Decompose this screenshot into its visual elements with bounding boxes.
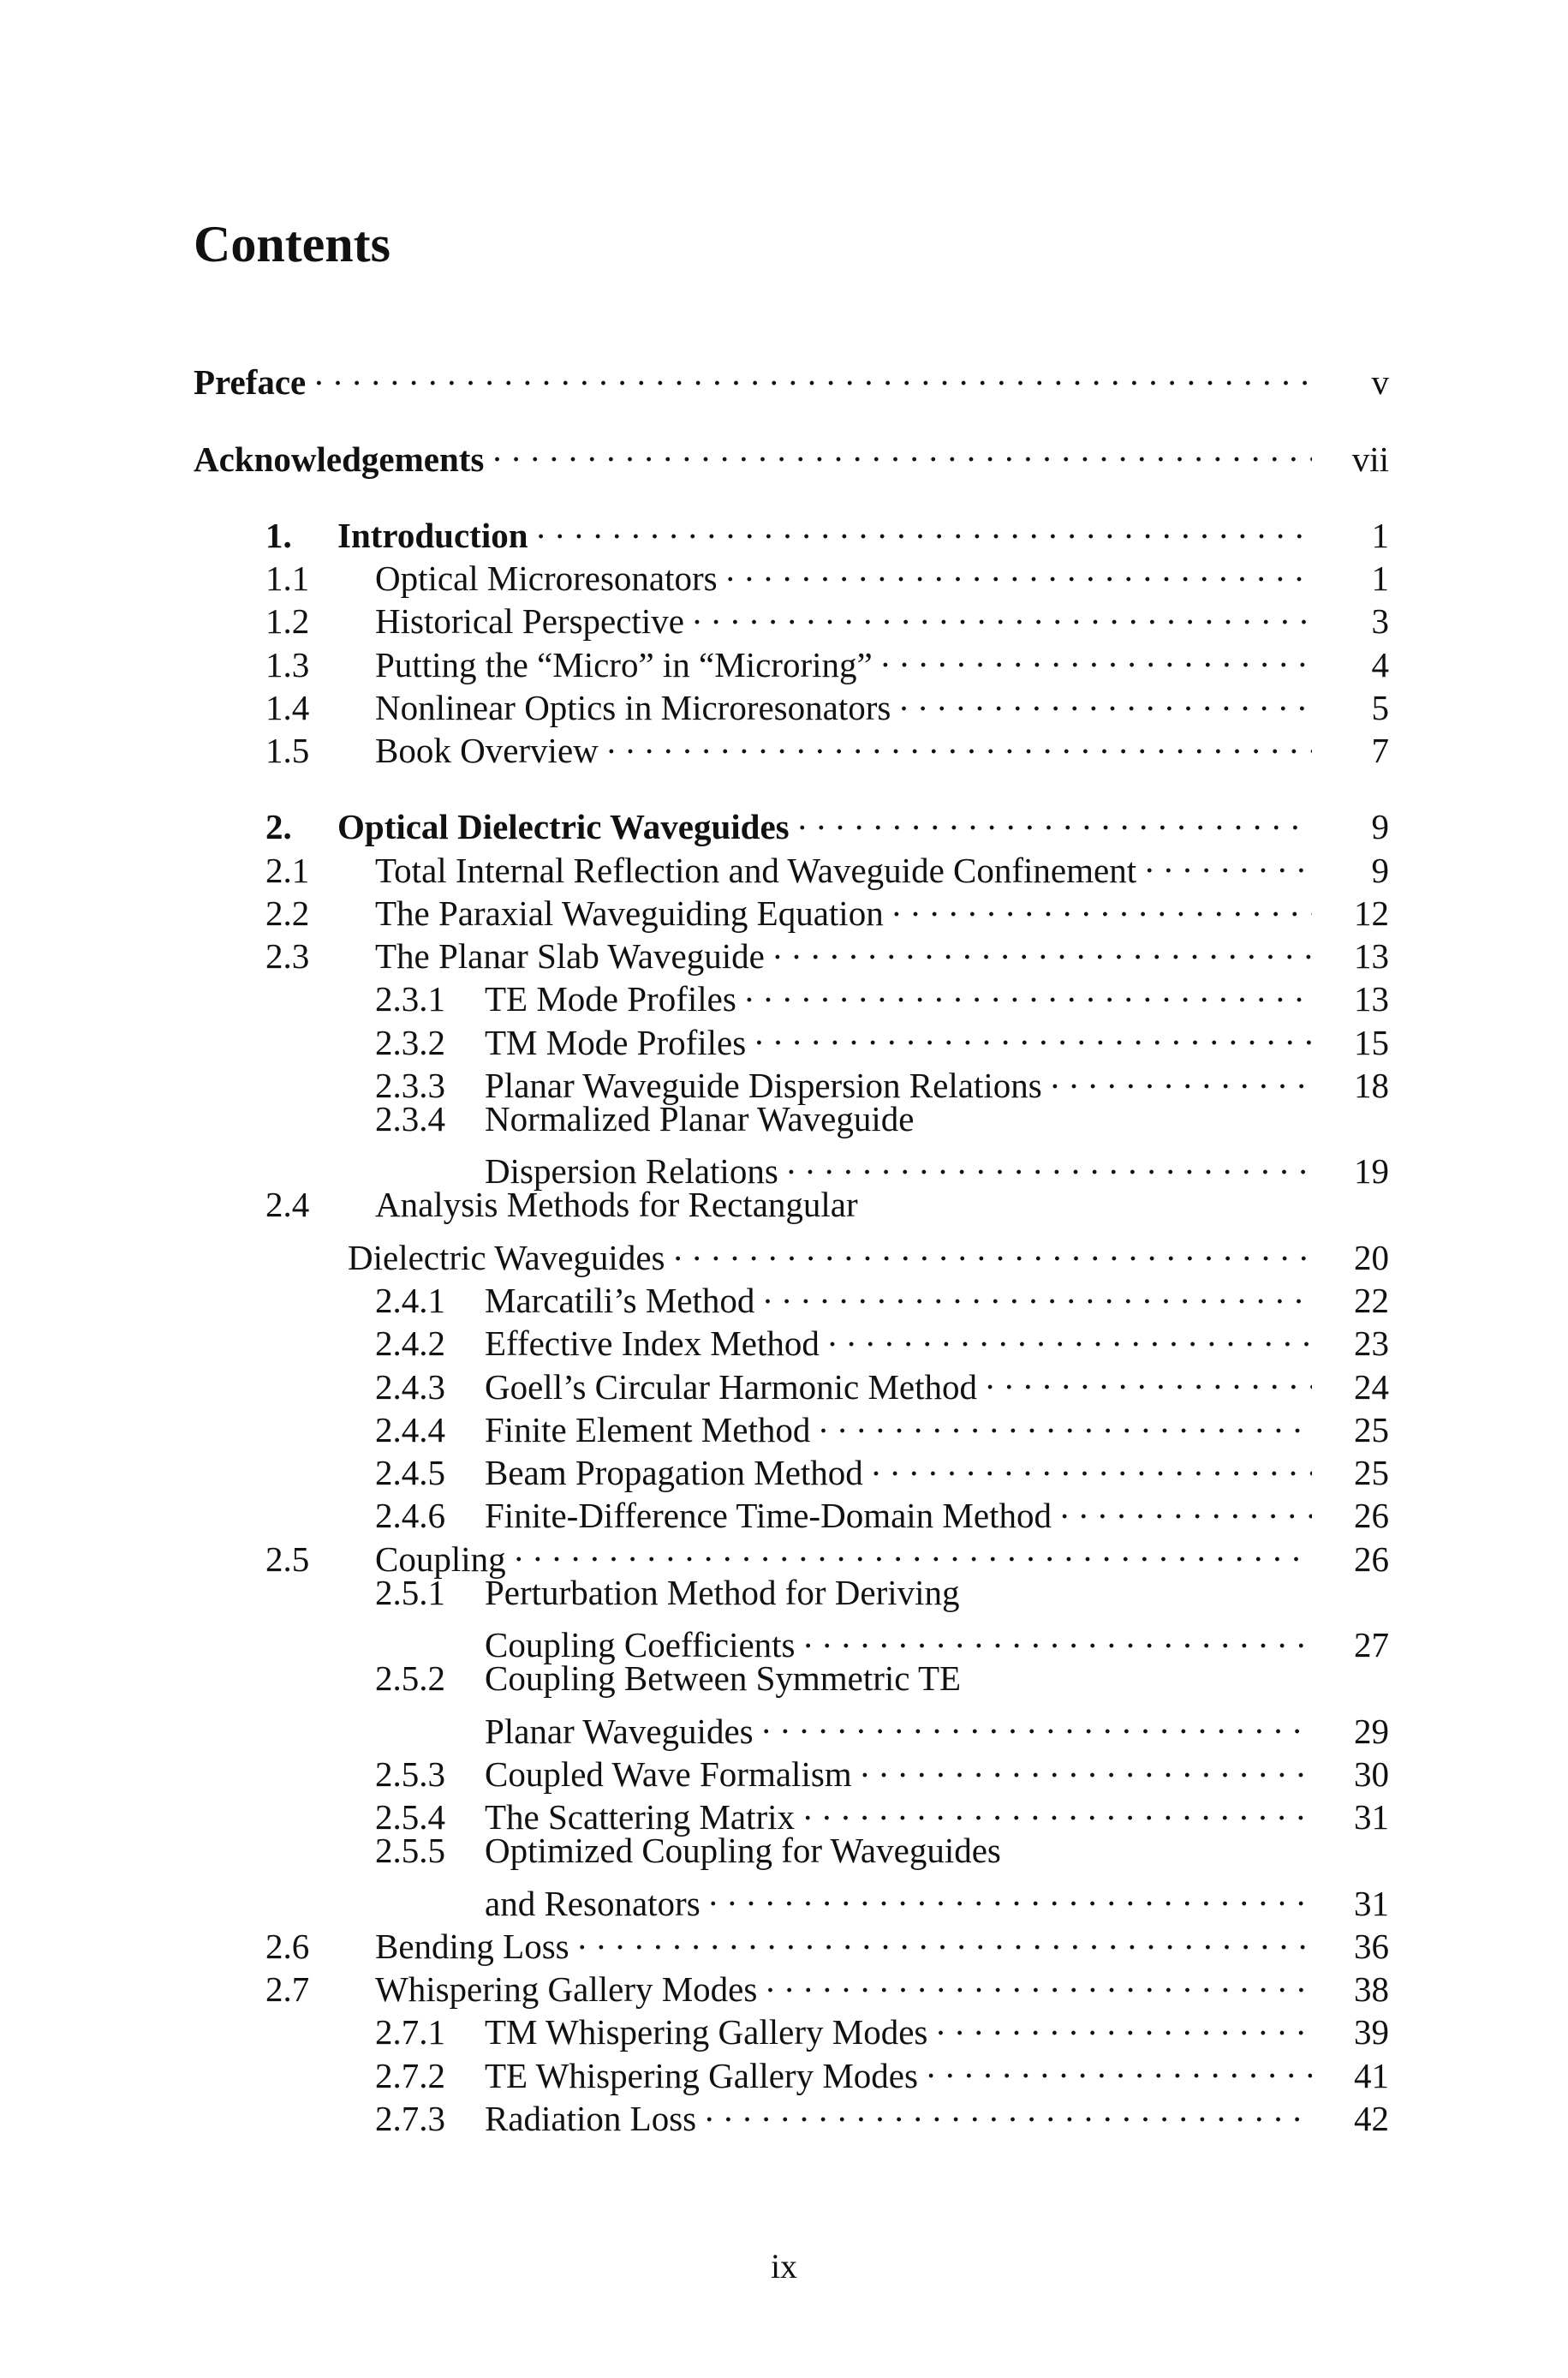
toc-entry-page: 19 (1354, 1151, 1389, 1192)
toc-entry-title: The Paraxial Waveguiding Equation (375, 893, 884, 933)
toc-entry[interactable] (194, 1829, 1389, 1872)
toc-entry-title: Radiation Loss (485, 2098, 697, 2138)
toc-entry-number: 2.3.4 (375, 1098, 445, 1138)
page-title: Contents (194, 216, 391, 272)
toc-entry-number: 2.1 (265, 850, 310, 890)
toc-entry-page: 13 (1354, 979, 1389, 1019)
toc-entry-number: 2.4 (265, 1185, 310, 1225)
toc-entry-page: 3 (1371, 601, 1389, 642)
dot-leader (709, 1872, 1312, 1915)
toc-entry-number: 2.4.5 (375, 1453, 445, 1492)
toc-entry-page: 42 (1354, 2098, 1389, 2138)
toc-entry-title: Putting the “Micro” in “Microring” (375, 644, 873, 684)
toc-entry-page: 4 (1371, 644, 1389, 684)
dot-leader (936, 2001, 1312, 2044)
dot-leader (745, 968, 1312, 1011)
toc-entry-title: TE Whispering Gallery Modes (485, 2055, 918, 2095)
toc-entry-page: 9 (1371, 807, 1389, 847)
toc-entry-continuation[interactable] (194, 1614, 1389, 1664)
toc-entry-page: 18 (1354, 1065, 1389, 1105)
dot-leader (1051, 1055, 1312, 1097)
dot-leader (607, 720, 1312, 762)
toc-entry-title: TE Mode Profiles (485, 979, 736, 1019)
toc-entry-title: Preface (194, 362, 307, 403)
toc-entry-title: Goell’s Circular Harmonic Method (485, 1366, 978, 1407)
toc-entry-title: The Planar Slab Waveguide (375, 936, 765, 976)
toc-entry-title: Introduction (337, 515, 528, 555)
toc-entry-page: vii (1351, 439, 1389, 479)
table-of-contents (194, 351, 1389, 2138)
dot-leader (986, 1355, 1312, 1398)
dot-leader (804, 1614, 1312, 1657)
dot-leader (492, 427, 1312, 470)
dot-leader (819, 1399, 1312, 1442)
toc-entry-title: Normalized Planar Waveguide (485, 1098, 915, 1138)
toc-entry-title: Optical Microresonators (375, 559, 718, 598)
toc-entry-title: Coupling (375, 1539, 506, 1579)
page-number: ix (770, 2247, 798, 2285)
toc-entry-page: v (1371, 362, 1389, 403)
dot-leader (798, 796, 1312, 839)
toc-entry-title: Marcatili’s Method (485, 1281, 755, 1320)
toc-entry-number: 2.3 (265, 936, 310, 976)
toc-entry-number: 1.2 (265, 601, 310, 642)
toc-entry-title-continued: Coupling Coefficients (485, 1625, 796, 1664)
toc-entry[interactable] (194, 427, 1389, 479)
toc-entry-number: 2.4.6 (375, 1496, 445, 1536)
dot-leader (754, 1011, 1312, 1054)
toc-entry-continuation[interactable] (194, 1227, 1389, 1277)
dot-leader (705, 2088, 1312, 2130)
toc-entry-title: Coupling Between Symmetric TE (485, 1658, 962, 1698)
toc-entry[interactable] (194, 1657, 1389, 1700)
toc-entry-page: 31 (1354, 1883, 1389, 1923)
dot-leader (578, 1915, 1312, 1958)
dot-leader (693, 590, 1312, 633)
toc-entry[interactable] (194, 505, 1389, 555)
toc-entry-number: 2.5 (265, 1539, 310, 1579)
toc-entry-page: 27 (1354, 1625, 1389, 1664)
toc-entry-page: 30 (1354, 1754, 1389, 1794)
toc-entry-page: 24 (1354, 1366, 1389, 1407)
toc-entry-title: Finite-Difference Time-Domain Method (485, 1496, 1052, 1536)
toc-entry-title: Beam Propagation Method (485, 1453, 863, 1492)
toc-entry-number: 2. (265, 807, 292, 847)
toc-entry[interactable] (194, 1915, 1389, 1966)
toc-entry-title: TM Whispering Gallery Modes (485, 2012, 928, 2052)
toc-entry-page: 39 (1354, 2012, 1389, 2052)
toc-entry-page: 12 (1354, 893, 1389, 933)
toc-entry-number: 2.5.1 (375, 1572, 445, 1612)
dot-leader (881, 633, 1312, 676)
toc-entry-title-continued: and Resonators (485, 1883, 701, 1923)
toc-entry-number: 1. (265, 515, 292, 555)
toc-entry-title: Analysis Methods for Rectangular (375, 1185, 858, 1225)
toc-entry-number: 2.7 (265, 1969, 310, 2009)
toc-entry-title: Total Internal Reflection and Waveguide Confinement (375, 850, 1137, 890)
toc-entry-title: Historical Perspective (375, 601, 684, 642)
toc-entry-page: 26 (1354, 1496, 1389, 1536)
toc-entry[interactable] (194, 1097, 1389, 1140)
toc-entry-page: 20 (1354, 1237, 1389, 1277)
toc-entry-number: 1.5 (265, 731, 310, 770)
toc-entry-number: 2.5.5 (375, 1831, 445, 1870)
dot-leader (899, 677, 1312, 720)
toc-entry-title-continued: Dielectric Waveguides (348, 1237, 665, 1277)
toc-entry-page: 36 (1354, 1926, 1389, 1966)
toc-entry-title: Finite Element Method (485, 1409, 811, 1449)
dot-leader (673, 1227, 1312, 1270)
toc-entry-number: 2.5.2 (375, 1658, 445, 1698)
toc-entry-number: 2.4.4 (375, 1409, 445, 1449)
toc-entry-number: 2.2 (265, 893, 310, 933)
toc-entry-page: 1 (1371, 515, 1389, 555)
dot-leader (787, 1140, 1312, 1183)
toc-entry-title-continued: Planar Waveguides (485, 1711, 754, 1751)
toc-entry-title: Optical Dielectric Waveguides (337, 807, 790, 847)
toc-entry-number: 2.4.3 (375, 1366, 445, 1407)
toc-entry-page: 15 (1354, 1022, 1389, 1062)
toc-entry-page: 9 (1371, 850, 1389, 890)
toc-entry-page: 13 (1354, 936, 1389, 976)
toc-entry-page: 1 (1371, 559, 1389, 598)
toc-entry-continuation[interactable] (194, 1872, 1389, 1923)
toc-entry-number: 1.4 (265, 687, 310, 727)
toc-entry-page: 7 (1371, 731, 1389, 770)
dot-leader (892, 882, 1312, 925)
toc-entry-continuation[interactable] (194, 1140, 1389, 1192)
toc-entry-page: 38 (1354, 1969, 1389, 2009)
toc-entry-title: Planar Waveguide Dispersion Relations (485, 1065, 1042, 1105)
toc-entry-title: Perturbation Method for Deriving (485, 1572, 960, 1612)
toc-entry-title: Bending Loss (375, 1926, 569, 1966)
toc-entry-title: Book Overview (375, 731, 599, 770)
toc-entry-continuation[interactable] (194, 1700, 1389, 1751)
toc-entry-number: 2.7.1 (375, 2012, 445, 2052)
toc-entry-title: Effective Index Method (485, 1323, 820, 1364)
toc-entry-title: The Scattering Matrix (485, 1797, 796, 1837)
dot-leader (766, 1958, 1312, 2001)
toc-entry-page: 26 (1354, 1539, 1389, 1579)
toc-entry[interactable] (194, 796, 1389, 847)
toc-entry-number: 2.4.1 (375, 1281, 445, 1320)
dot-leader (872, 1442, 1312, 1485)
toc-entry-number: 2.7.3 (375, 2098, 445, 2138)
toc-entry-number: 1.1 (265, 559, 310, 598)
toc-entry-title: Whispering Gallery Modes (375, 1969, 758, 2009)
toc-entry-title: Acknowledgements (194, 439, 485, 479)
toc-entry-number: 2.4.2 (375, 1323, 445, 1364)
toc-entry-number: 2.3.3 (375, 1065, 445, 1105)
toc-entry-title: Nonlinear Optics in Microresonators (375, 687, 891, 727)
toc-entry-title: Optimized Coupling for Waveguides (485, 1831, 1001, 1870)
dot-leader (861, 1743, 1312, 1786)
dot-leader (1145, 839, 1312, 881)
dot-leader (314, 351, 1312, 394)
dot-leader (515, 1527, 1312, 1570)
toc-entry-number: 2.5.3 (375, 1754, 445, 1794)
toc-entry-number: 2.5.4 (375, 1797, 445, 1837)
toc-entry-number: 2.3.2 (375, 1022, 445, 1062)
toc-entry-page: 23 (1354, 1323, 1389, 1364)
toc-entry-page: 31 (1354, 1797, 1389, 1837)
dot-leader (773, 925, 1312, 968)
toc-entry-title-continued: Dispersion Relations (485, 1151, 778, 1192)
dot-leader (763, 1270, 1312, 1312)
dot-leader (762, 1700, 1312, 1742)
toc-entry-title: TM Mode Profiles (485, 1022, 747, 1062)
toc-entry-page: 41 (1354, 2055, 1389, 2095)
toc-entry-page: 29 (1354, 1711, 1389, 1751)
dot-leader (726, 547, 1312, 590)
toc-entry-page: 22 (1354, 1281, 1389, 1320)
dot-leader (803, 1786, 1312, 1829)
dot-leader (828, 1312, 1312, 1355)
toc-entry-page: 5 (1371, 687, 1389, 727)
toc-entry[interactable] (194, 351, 1389, 403)
toc-entry-title: Coupled Wave Formalism (485, 1754, 852, 1794)
dot-leader (927, 2044, 1312, 2087)
dot-leader (1060, 1485, 1312, 1527)
toc-entry-number: 2.7.2 (375, 2055, 445, 2095)
toc-entry-number: 2.3.1 (375, 979, 445, 1019)
toc-entry[interactable] (194, 1743, 1389, 1794)
dot-leader (537, 505, 1312, 547)
toc-entry-number: 1.3 (265, 644, 310, 684)
toc-entry-number: 2.6 (265, 1926, 310, 1966)
toc-entry-page: 25 (1354, 1453, 1389, 1492)
toc-entry[interactable] (194, 1183, 1389, 1226)
toc-entry[interactable] (194, 1571, 1389, 1614)
toc-entry-page: 25 (1354, 1409, 1389, 1449)
